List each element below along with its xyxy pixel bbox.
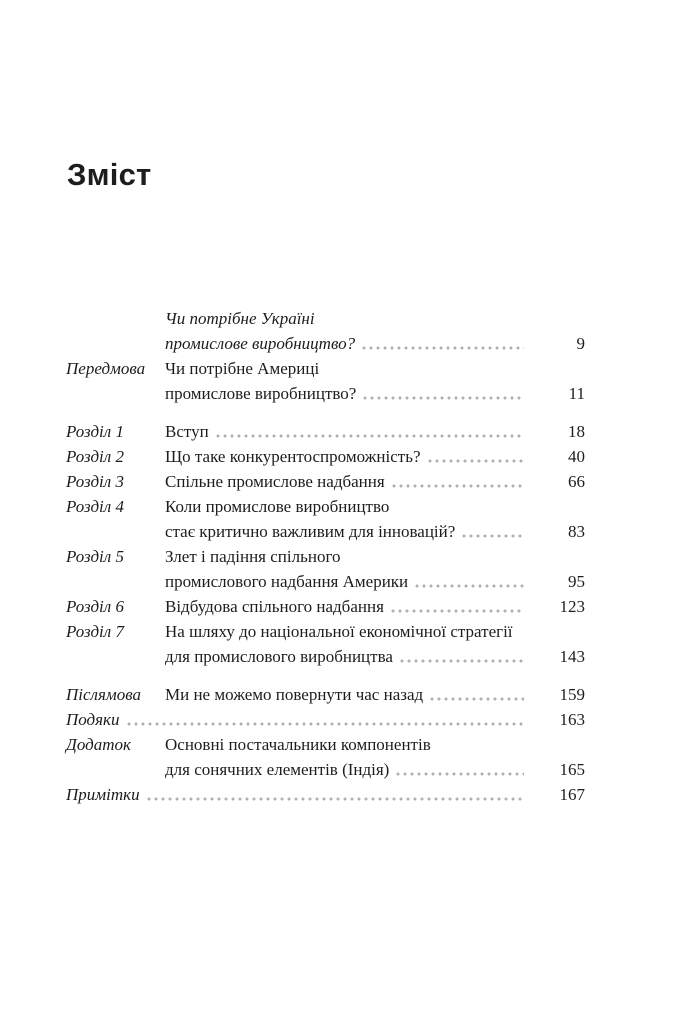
toc-line [165, 594, 585, 619]
toc-line-text: Спільне промислове надбання [165, 472, 385, 491]
toc-entry-label: Розділ 4 [66, 497, 124, 516]
toc-entry-body [165, 469, 585, 494]
dot-leader [209, 419, 539, 444]
toc-entry [66, 469, 585, 494]
toc-line-text: промислового надбання Америки [165, 572, 409, 591]
toc-line [165, 419, 585, 444]
toc-entry-body [165, 356, 585, 406]
toc-entry-body [165, 682, 585, 707]
toc-line [165, 682, 585, 707]
toc-line [165, 544, 585, 569]
toc-entry [66, 619, 585, 669]
toc-line [165, 619, 585, 644]
toc-line [165, 732, 585, 757]
toc-line-text: Чи потрібне Україні [165, 309, 315, 328]
toc-line-text: Основні постачальники компонентів [165, 735, 431, 754]
dot-leader [408, 569, 539, 594]
toc-entry [66, 444, 585, 469]
page-number: 11 [568, 384, 585, 403]
toc-line [165, 494, 585, 519]
toc-entry [66, 494, 585, 544]
toc-entry-body [165, 594, 585, 619]
page-number: 18 [568, 422, 585, 441]
dot-leader [455, 519, 539, 544]
toc-line [66, 707, 585, 732]
toc-line-text: Ми не можемо повернути час назад [165, 685, 424, 704]
page-number: 167 [559, 785, 585, 804]
toc-line [165, 757, 585, 782]
toc-line-text: Відбудова спільного надбання [165, 597, 384, 616]
toc-line-text: Злет і падіння спільного [165, 547, 341, 566]
toc-entry [66, 306, 585, 356]
toc-line [165, 444, 585, 469]
toc-line-text: стає критично важливим для інновацій? [165, 522, 456, 541]
toc-line-text: для промислового виробництва [165, 647, 393, 666]
toc-line [165, 306, 585, 331]
toc-line-text: для сонячних елементів (Індія) [165, 760, 390, 779]
toc-entry-body [66, 782, 585, 807]
dot-leader [389, 757, 539, 782]
toc-entry-body [165, 444, 585, 469]
page-number: 40 [568, 447, 585, 466]
toc-entry-label: Розділ 5 [66, 547, 124, 566]
toc-entry-body [165, 732, 585, 782]
toc-line [165, 469, 585, 494]
toc-entry [66, 782, 585, 807]
toc [66, 306, 585, 807]
toc-line [165, 569, 585, 594]
page-number: 95 [568, 572, 585, 591]
toc-entry [66, 682, 585, 707]
toc-entry-label: Розділ 2 [66, 447, 124, 466]
toc-line [165, 381, 585, 406]
toc-line-text: промислове виробництво? [165, 334, 356, 353]
dot-leader [356, 381, 539, 406]
toc-entry-body [165, 419, 585, 444]
toc-line-text: Що таке конкурентоспроможність? [165, 447, 421, 466]
toc-line [165, 331, 585, 356]
page-number: 163 [559, 710, 585, 729]
toc-entry [66, 594, 585, 619]
toc-entry-label: Примітки [66, 785, 140, 804]
dot-leader [120, 707, 539, 732]
toc-entry-body [165, 494, 585, 544]
dot-leader [140, 782, 539, 807]
toc-entry [66, 707, 585, 732]
toc-line-text: На шляху до національної економічної стратегії [165, 622, 513, 641]
toc-entry [66, 356, 585, 406]
page-number: 143 [559, 647, 585, 666]
page-number: 83 [568, 522, 585, 541]
toc-entry-label: Розділ 7 [66, 622, 124, 641]
page-number: 123 [559, 597, 585, 616]
dot-leader [423, 682, 539, 707]
dot-leader [393, 644, 539, 669]
page-number: 159 [559, 685, 585, 704]
toc-entry-body [165, 619, 585, 669]
toc-entry-label: Розділ 6 [66, 597, 124, 616]
toc-entry-label: Передмова [66, 359, 146, 378]
toc-entry [66, 419, 585, 444]
toc-entry-label: Післямова [66, 685, 141, 704]
toc-entry-label: Розділ 3 [66, 472, 124, 491]
toc-line [66, 782, 585, 807]
page-number: 66 [568, 472, 585, 491]
page-title: Зміст [67, 156, 152, 192]
toc-entry-body [165, 544, 585, 594]
toc-line-text: Вступ [165, 422, 209, 441]
dot-leader [384, 594, 539, 619]
dot-leader [355, 331, 539, 356]
toc-entry-label: Подяки [66, 710, 120, 729]
toc-entry [66, 544, 585, 594]
toc-entry-label: Додаток [66, 735, 131, 754]
page-number: 9 [576, 334, 585, 353]
toc-line-text: промислове виробництво? [165, 384, 357, 403]
toc-line [165, 356, 585, 381]
toc-entry-body [165, 306, 585, 356]
dot-leader [421, 444, 540, 469]
toc-entry-body [66, 707, 585, 732]
toc-line [165, 519, 585, 544]
toc-line-text: Коли промислове виробництво [165, 497, 390, 516]
toc-line [165, 644, 585, 669]
page-number: 165 [559, 760, 585, 779]
dot-leader [385, 469, 539, 494]
toc-entry-label: Розділ 1 [66, 422, 124, 441]
toc-entry [66, 732, 585, 782]
toc-line-text: Чи потрібне Америці [165, 359, 320, 378]
